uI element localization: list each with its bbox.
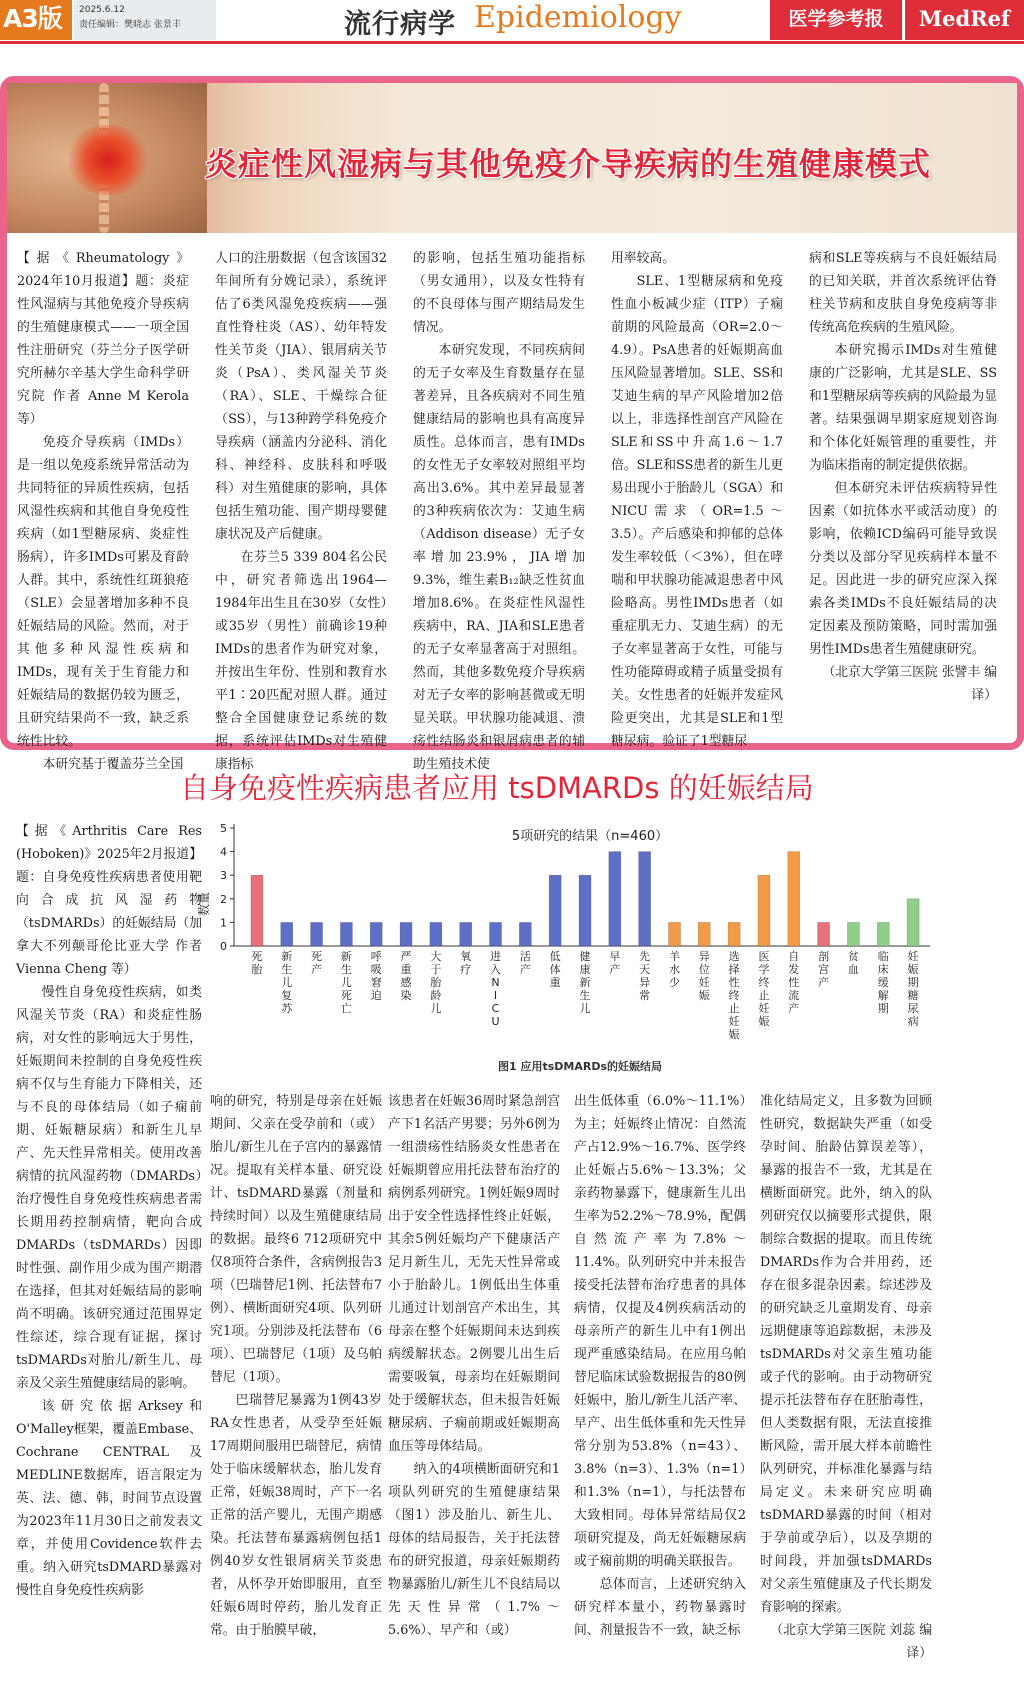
- article-paragraph: 【据《Arthritis Care Res (Hoboken)》2025年2月报道】题：自身免疫性疾病患者使用靶向合成抗风湿药物（tsDMARDs）的妊娠结局（加拿大不列颠哥伦比亚大学 作者 Vienna Cheng 等）: [16, 824, 202, 977]
- article-body: [210, 1090, 1000, 1662]
- article-paragraph: 巴瑞替尼暴露为1例43岁RA女性患者，从受孕至妊娠17周期间服用巴瑞替尼，病情处于临床缓解状态，胎儿发育正常，妊娠38周时，产下一名正常的活产婴儿，无围产期感染。托法替布暴露病例包括1例40岁女性银屑病关节炎患者，从怀孕开始即服用，直至妊娠6周时停药，胎儿发育正常。由于胎膜早破，: [210, 1393, 382, 1638]
- article-paragraph: 慢性自身免疫性疾病，如类风湿关节炎（RA）和炎症性肠病，对女性的影响远大于男性，妊娠期间未控制的自身免疫性疾病不仅与生育能力下降相关，还与不良的母体结局（如子痫前期、妊娠糖尿病）和新生儿早产、先天性异常相关。使用改善病情的抗风湿药物（DMARDs）治疗慢性自身免疫性疾病患者需长期用药控制病情，靶向合成DMARDs（tsDMARDs）因即时性强、副作用少成为围产期潜在选择，但其对妊娠结局的影响尚不明确。该研究通过范围界定性综述，综合现有证据，探讨tsDMARDs对胎儿/新生儿、母亲及父亲生殖健康结局的影响。: [16, 985, 202, 1391]
- article-paragraph: 【据《Rheumatology》2024年10月报道】题：炎症性风湿病与其他免疫介导疾病的生殖健康模式——一项全国性注册研究（芬兰分子医学研究所赫尔辛基大学生命科学研究院 作者 Anne M Kerola 等）: [17, 251, 189, 427]
- chart-bar: [400, 922, 412, 946]
- chart-bar: [490, 922, 502, 946]
- x-tick-label: 医学终止妊娠: [758, 950, 770, 1028]
- chart-bar: [370, 922, 382, 946]
- article-title: 自身免疫性疾病患者应用 tsDMARDs 的妊娠结局: [180, 771, 814, 805]
- x-tick-label: 早产: [609, 950, 621, 976]
- x-tick-label: 死产: [311, 950, 323, 976]
- article-column: [574, 1090, 746, 1662]
- y-tick-label: 4: [220, 845, 227, 859]
- chart-bar: [758, 875, 770, 946]
- page-number: A3版: [0, 0, 72, 40]
- chart-title: 5项研究的结果（n=460）: [511, 829, 669, 844]
- x-tick-label: 自发性流产: [788, 950, 800, 1015]
- article-byline: （北京大学第三医院 刘蕊 编译）: [770, 1623, 932, 1661]
- article-column: [388, 1090, 560, 1662]
- x-tick-label: 妊娠期糖尿病: [907, 950, 919, 1028]
- article-paragraph: 的影响，包括生殖功能指标（男女通用），以及女性特有的不良母体与围产期结局发生情况。: [413, 251, 585, 335]
- article-paragraph: 在芬兰5 339 804名公民中，研究者筛选出1964—1984年出生且在30岁（女性）或35岁（男性）前确诊19种IMDs的患者作为研究对象，并按出生年份、性别和教育水平1∶20匹配对照人群。通过整合全国健康登记系统的数据，系统评估IMDs对生殖健康指标: [215, 550, 387, 772]
- x-tick-label: 健康新生儿: [579, 950, 591, 1015]
- x-tick-label: 贫血: [847, 950, 859, 976]
- chart-bar: [519, 922, 531, 946]
- article-paragraph: 免疫介导疾病（IMDs）是一组以免疫系统异常活动为共同特征的异质性疾病，包括风湿性疾病和其他自身免疫性疾病（如1型糖尿病、炎症性肠病），许多IMDs可累及育龄人群。其中，系统性红斑狼疮（SLE）会显著增加多种不良妊娠结局的风险。然而，对于其他多种风湿性疾病和IMDs，现有关于生育能力和妊娠结局的数据仍较为匮乏，且研究结果尚不一致，缺乏系统性比较。: [17, 435, 189, 749]
- article-byline: （北京大学第三医院 张譬丰 编译）: [822, 665, 997, 703]
- y-tick-label: 3: [220, 869, 227, 883]
- chart-bar: [311, 922, 323, 946]
- article-column: [809, 247, 997, 743]
- article-paragraph: 人口的注册数据（包含该国32年间所有分娩记录），系统评估了6类风湿免疫疾病——强直性脊柱炎（AS）、幼年特发性关节炎（JIA）、银屑病关节炎（PsA）、类风湿关节炎（RA）、SLE、干燥综合征（SS），与13种跨学科免疫介导疾病（涵盖内分泌科、消化科、神经科、皮肤科和呼吸科）对生殖健康的影响，具体包括生殖功能、围产期母婴健康状况及产后健康。: [215, 251, 387, 542]
- article-paragraph: 纳入的4项横断面研究和1项队列研究的生殖健康结果（图1）涉及胎儿、新生儿、母体的结局报告，关于托法替布的研究报道，母亲妊娠期药物暴露胎儿/新生儿不良结局以先天性异常（1.7%～5.6%）、早产和（或）: [388, 1462, 560, 1638]
- masthead-rule: [0, 41, 1024, 44]
- x-tick-label: 选择性终止妊娠: [728, 950, 740, 1041]
- article-paragraph: 病和SLE等疾病与不良妊娠结局的已知关联，并首次系统评估脊柱关节病和皮肤自身免疫病等非传统高危疾病的生殖风险。: [809, 251, 997, 335]
- x-tick-label: 进入 N I C U: [490, 950, 502, 1028]
- article-paragraph: 出生低体重（6.0%～11.1%）为主；妊娠终止情况：自然流产占12.9%～16.7%、医学终止妊娠占5.6%～13.3%；父亲药物暴露下，健康新生儿出生率为52.2%～78.9%，配偶自然流产率为7.8%～11.4%。队列研究中并未报告接受托法替布治疗患者的具体病情，仅提及4例疾病活动的母亲所产的新生儿中有1例出现严重感染结局。在应用乌帕替尼临床试验数据报告的80例妊娠中，胎儿/新生儿活产率、早产、出生低体重和先天性异常分别为53.8%（n=43）、3.8%（n=3）、1.3%（n=1）和1.3%（n=1），与托法替布大致相同。母体异常结局仅2项研究提及，尚无妊娠糖尿病或子痫前期的明确关联报告。: [574, 1094, 746, 1569]
- chart-bar: [281, 922, 293, 946]
- chart-x-labels: [251, 949, 918, 1041]
- x-tick-label: 死胎: [251, 950, 263, 976]
- y-tick-label: 2: [220, 892, 227, 906]
- x-tick-label: 新生儿复苏: [281, 950, 293, 1015]
- section-title: [216, 0, 770, 40]
- masthead: [0, 0, 1024, 40]
- article-title: 炎症性风湿病与其他免疫介导疾病的生殖健康模式: [205, 145, 932, 183]
- x-tick-label: 异位妊娠: [698, 950, 710, 1002]
- chart-bar: [907, 899, 919, 946]
- chart-bar: [609, 852, 621, 946]
- chart-bar: [698, 922, 710, 946]
- article-hero-image: [7, 83, 1017, 233]
- article-paragraph: 响的研究，特别是母亲在妊娠期间、父亲在受孕前和（或）胎儿/新生儿在子宫内的暴露情况。提取有关样本量、研究设计、tsDMARD暴露（剂量和持续时间）以及生殖健康结局的数据。最终6 712项研究中仅8项符合条件，含病例报告3项（巴瑞替尼1例、托法替布7例）、横断面研究4项、队列研究1项。分别涉及托法替布（6项）、巴瑞替尼（1项）及乌帕替尼（1项）。: [210, 1094, 382, 1385]
- chart-bar: [430, 922, 442, 946]
- x-tick-label: 严重感染: [400, 950, 412, 1002]
- article-column: [760, 1090, 932, 1662]
- article-body: [17, 247, 1007, 772]
- article-tsdmards-pregnancy: [0, 750, 1024, 1682]
- masthead-meta: [74, 0, 216, 40]
- y-tick-label: 5: [220, 822, 227, 835]
- chart-bar: [788, 852, 800, 946]
- article-paragraph: 该患者在妊娠36周时紧急剖宫产下1名活产男婴；另外6例为一组溃疡性结肠炎女性患者在妊娠期曾应用托法替布治疗的病例系列研究。1例妊娠9周时出于安全性选择性终止妊娠，其余5例妊娠均产下健康活产足月新生儿，无先天性异常或小于胎龄儿。1例低出生体重儿通过计划剖宫产术出生，其母亲在整个妊娠期间未达到疾病缓解状态。2例婴儿出生后需要吸氧，母亲均在妊娠期间处于缓解状态，但未报告妊娠糖尿病、子痫前期或妊娠期高血压等母体结局。: [388, 1094, 560, 1454]
- chart-bar: [549, 875, 561, 946]
- article-paragraph: 但本研究未评估疾病特异性因素（如抗体水平或活动度）的影响，依赖ICD编码可能导致误分类以及部分罕见疾病样本量不足。因此进一步的研究应深入探索各类IMDs不良妊娠结局的决定因素及预防策略，同时需加强男性IMDs患者生殖健康研究。: [809, 481, 997, 657]
- chart-bars: [251, 852, 919, 946]
- article-column: [17, 247, 189, 772]
- y-tick-label: 1: [220, 916, 227, 930]
- brand-name-en: MedRef: [903, 0, 1024, 40]
- article-paragraph: 本研究基于覆盖芬兰全国: [42, 757, 184, 772]
- article-paragraph: 用率较高。: [611, 251, 675, 266]
- article-column: [215, 247, 387, 772]
- editors: 责任编辑：樊晓志 张景丰: [79, 20, 181, 30]
- chart-bar: [340, 922, 352, 946]
- chart-bar: [818, 922, 830, 946]
- x-tick-label: 剖宫产: [818, 950, 830, 989]
- chart-bar: [460, 922, 472, 946]
- article-paragraph: 本研究揭示IMDs对生殖健康的广泛影响，尤其是SLE、SS和1型糖尿病等疾病的风险最为显著。结果强调早期家庭规划咨询和个体化妊娠管理的重要性，并为临床指南的制定提供依据。: [809, 343, 997, 473]
- x-tick-label: 活产: [519, 950, 531, 976]
- article-paragraph: 该研究依据Arksey和O'Malley框架，覆盖Embase、Cochrane CENTRAL及MEDLINE数据库，语言限定为英、法、德、韩，时间节点设置为2023年11月30日之前发表文章，并使用Covidence软件去重。纳入研究tsDMARD暴露对慢性自身免疫性疾病影: [16, 1399, 202, 1598]
- x-tick-label: 氧疗: [460, 950, 472, 976]
- issue-date: 2025.6.12: [79, 5, 125, 15]
- x-tick-label: 先天异常: [639, 950, 651, 1002]
- section-title-en: Epidemiology: [474, 0, 682, 35]
- chart-svg: [197, 816, 1000, 1086]
- chart-bar: [728, 922, 740, 946]
- chart-bar: [639, 852, 651, 946]
- chart-bar: [251, 875, 263, 946]
- chart-bar: [668, 922, 680, 946]
- x-tick-label: 低体重: [549, 950, 561, 989]
- chart-bar: [579, 875, 591, 946]
- article-reproductive-health: [0, 76, 1024, 772]
- article-lead-column: [16, 820, 202, 1662]
- x-tick-label: 新生儿死亡: [340, 950, 352, 1015]
- y-tick-label: 0: [220, 940, 227, 953]
- article-paragraph: 总体而言，上述研究纳入研究样本量小，药物暴露时间、剂量报告不一致，缺乏标: [574, 1577, 746, 1638]
- x-tick-label: 大于胎龄儿: [430, 950, 442, 1015]
- x-tick-label: 临床缓解期: [877, 950, 889, 1015]
- inflammation-spot: [65, 125, 151, 195]
- x-tick-label: 羊水少: [668, 950, 680, 989]
- chart-y-axis-label: 数量: [197, 891, 211, 917]
- chart-bar: [877, 922, 889, 946]
- brand-name-zh: 医学参考报: [770, 0, 902, 40]
- section-title-zh: 流行病学: [344, 9, 456, 40]
- article-paragraph: 本研究发现，不同疾病间的无子女率及生育数量存在显著差异，且各疾病对不同生殖健康结局的影响也具有高度异质性。总体而言，患有IMDs的女性无子女率较对照组平均高出3.6%。其中差异最显著的3种疾病依次为：艾迪生病（Addison disease）无子女率增加23.9%，JIA增加9.3%，维生素B₁₂缺乏性贫血增加8.6%。在炎症性风湿性疾病中，RA、JIA和SLE患者的无子女率显著高于对照组。然而，其他多数免疫介导疾病对无子女率的影响甚微或无明显关联。甲状腺功能减退、溃疡性结肠炎和银屑病患者的辅助生殖技术使: [413, 343, 585, 772]
- article-column: [611, 247, 783, 749]
- x-tick-label: 呼吸窘迫: [370, 950, 382, 1002]
- chart-caption: 图1 应用tsDMARDs的妊娠结局: [497, 1060, 663, 1073]
- article-column: [413, 247, 585, 772]
- article-column: [210, 1090, 382, 1662]
- chart-bar: [847, 922, 859, 946]
- article-paragraph: SLE、1型糖尿病和免疫性血小板减少症（ITP）子痫前期的风险最高（OR=2.0～4.9）。PsA患者的妊娠期高血压风险显著增加。SLE、SS和艾迪生病的早产风险增加2倍以上，非选择性剖宫产风险在SLE和SS中升高1.6～1.7倍。SLE和SS患者的新生儿更易出现小于胎龄儿（SGA）和NICU需求（OR=1.5～3.5）。产后感染和抑郁的总体发生率较低（＜3%），但在哮喘和甲状腺功能减退患者中风险略高。男性IMDs患者（如重症肌无力、艾迪生病）的无子女率显著高于女性，可能与性功能障碍或精子质量受损有关。女性患者的妊娠并发症风险更突出，尤其是SLE和1型糖尿病。验证了1型糖尿: [611, 274, 783, 749]
- article-paragraph: 准化结局定义，且多数为回顾性研究，数据缺失严重（如受孕时间、胎龄估算误差等），暴露的报告不一致，尤其是在横断面研究。此外，纳入的队列研究仅以摘要形式提供，限制综合数据的提取。而且传统DMARDs作为合并用药，还存在很多混杂因素。综述涉及的研究缺乏儿童期发育、母亲远期健康等追踪数据，未涉及tsDMARDs对父亲生殖功能或子代的影响。由于动物研究提示托法替布存在胚胎毒性，但人类数据有限，无法直接推断风险，需开展大样本前瞻性队列研究，并标准化暴露与结局定义。未来研究应明确tsDMARD暴露的时间（相对于孕前或孕后），以及孕期的时间段，并加强tsDMARDs对父亲生殖健康及子代长期发育影响的探索。: [760, 1094, 932, 1615]
